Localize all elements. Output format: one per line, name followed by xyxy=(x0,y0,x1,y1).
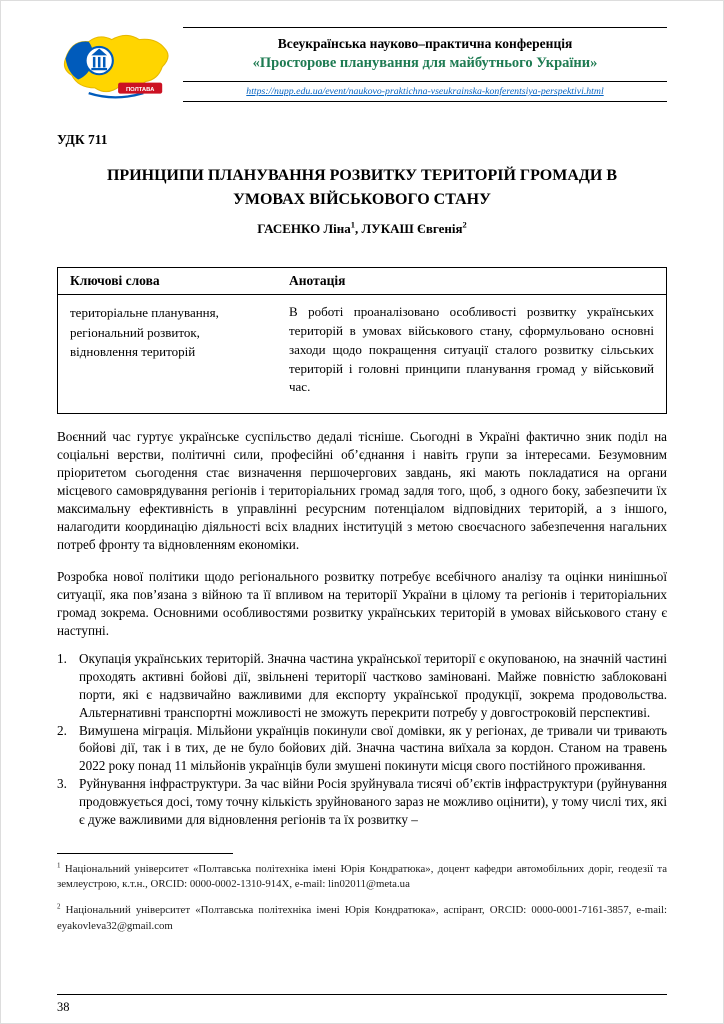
abstract-table-body-row xyxy=(58,295,667,414)
footnote-2-text: Національний університет «Полтавська політехніка імені Юрія Кондратюка», аспірант, ORCID: 0000-0001-7161-3857, e-mail: eyakovleva32@gmail.com xyxy=(57,904,667,932)
footnote-2 xyxy=(57,903,667,933)
page-footer xyxy=(57,994,667,1015)
list-item-2-text: Вимушена міграція. Мільйони українців покинули свої домівки, як у регіонах, де тривали чи тривають бойові дії, так і в тих, де не було бойових дій. Значна частина виїхала за кордон. Станом на травень 2022 року понад 11 мільйонів українців були змушені покинути місця свого постійного проживання. xyxy=(79,722,667,774)
list-item-2 xyxy=(57,722,667,776)
university-logo xyxy=(57,27,175,116)
list-item-1-number: 1. xyxy=(57,650,67,666)
list-item-1-text: Окупація українських територій. Значна частина української території є окупованою, на значній частині проходять активні бойові дії, звільнені території частково заміновані. Майже повністю заблоковані порти, які є надзвичайно важливими для експорту української продукції, зокрема продовольства. Альтернативні транспортні можливості не зможуть перекрити потребу у довгостроковій перспективі. xyxy=(79,650,667,720)
list-item-3-text: Руйнування інфраструктури. За час війни Росія зруйнувала тисячі об’єктів інфраструктури (руйнування продовжується досі, тому точну кількість зруйнованого зараз не можливо оцінити), у тому числі тих, які є дуже важливими для відновлення регіонів та їх розвитку – xyxy=(79,776,667,828)
list-item-3 xyxy=(57,775,667,829)
poltava-ribbon-label: ПОЛТАВА xyxy=(125,86,155,93)
list-item-1 xyxy=(57,650,667,722)
list-item-2-number: 2. xyxy=(57,722,67,738)
footnote-2-number: 2 xyxy=(57,902,61,911)
footnote-1 xyxy=(57,862,667,892)
list-item-3-number: 3. xyxy=(57,776,67,792)
emblem-icon xyxy=(86,47,113,74)
author-1-footnote-ref: 1 xyxy=(350,219,355,230)
conference-url-link[interactable]: https://nupp.edu.ua/event/naukovo-praktichna-vseukrainska-konferentsiya-perspektivi.html xyxy=(246,86,604,97)
author-2-name: ЛУКАШ Євгенія xyxy=(361,221,463,236)
author-2-footnote-ref: 2 xyxy=(462,219,467,230)
conference-name: Всеукраїнська науково–практична конференція xyxy=(277,36,573,51)
authors-separator: , xyxy=(354,221,362,236)
udk-code: УДК 711 xyxy=(57,132,108,147)
university-logo-icon xyxy=(57,27,175,111)
abstract-cell: В роботі проаналізовано особливості розвитку українських територій в умовах військового стану, сформульовано основні заходи щодо покращення ситуації сталого розвитку сільських територій і головні принципи планування громад у військовий час. xyxy=(289,304,654,395)
author-1-name: ГАСЕНКО Ліна xyxy=(257,221,351,236)
keywords-header: Ключові слова xyxy=(58,268,278,295)
author-2 xyxy=(361,221,466,236)
body-paragraph-2: Розробка нової політики щодо регіонального розвитку потребує всебічного аналізу та оцінки нинішньої ситуації, яка пов’язана з війною та її впливом на території України в цілому та регіонів і територіальних громад зокрема. Основними особливостями розвитку українських територій в умовах військового стану є наступні. xyxy=(57,568,667,638)
abstract-table-header-row xyxy=(58,268,667,295)
header-rule-top xyxy=(183,27,667,28)
body-paragraph-1: Воєнний час гуртує українське суспільство дедалі тісніше. Сьогодні в Україні фактично зник поділ на соціальні верстви, політичні сили, професійні об’єднання і навіть групи за інтересами. Безумовним пріоритетом сьогодення стає визначення першочергових завдань, які мають покладатися на органи місцевого самоврядування регіонів і територіальних громад задля того, щоб, з одного боку, забезпечити їх максимальну ефективність в управлінні ресурсним потенціалом відповідних територій, а з іншого, налагодити координацію діяльності всіх владних інституцій з метою своєчасного забезпечення нагальних потреб фронту та відновленням економіки. xyxy=(57,429,667,552)
abstract-table xyxy=(57,267,667,414)
keywords-cell: територіальне планування, регіональний розвиток, відновлення територій xyxy=(70,305,219,359)
page-number: 38 xyxy=(57,1000,70,1014)
conference-title: «Просторове планування для майбутнього України» xyxy=(252,55,598,71)
conference-header xyxy=(57,25,667,116)
abstract-header: Анотація xyxy=(277,268,667,295)
author-1 xyxy=(257,221,355,236)
header-text-block xyxy=(183,25,667,102)
footnote-1-text: Національний університет «Полтавська політехніка імені Юрія Кондратюка», доцент кафедри автомобільних доріг, геодезії та землеустрою, к.т.н., ORCID: 0000-0002-1310-914X, e-mail: lin02011@meta.ua xyxy=(57,863,667,891)
article-title: ПРИНЦИПИ ПЛАНУВАННЯ РОЗВИТКУ ТЕРИТОРІЙ ГРОМАДИ В УМОВАХ ВІЙСЬКОВОГО СТАНУ xyxy=(106,167,618,208)
footnotes-section xyxy=(57,853,667,933)
footnote-1-number: 1 xyxy=(57,861,61,870)
authors-line xyxy=(57,221,667,237)
footer-rule xyxy=(57,994,667,995)
numbered-list xyxy=(57,650,667,830)
river-icon xyxy=(89,93,144,97)
footnote-separator xyxy=(57,853,233,854)
header-rule-bottom xyxy=(183,101,667,102)
poltava-ribbon xyxy=(118,83,162,94)
